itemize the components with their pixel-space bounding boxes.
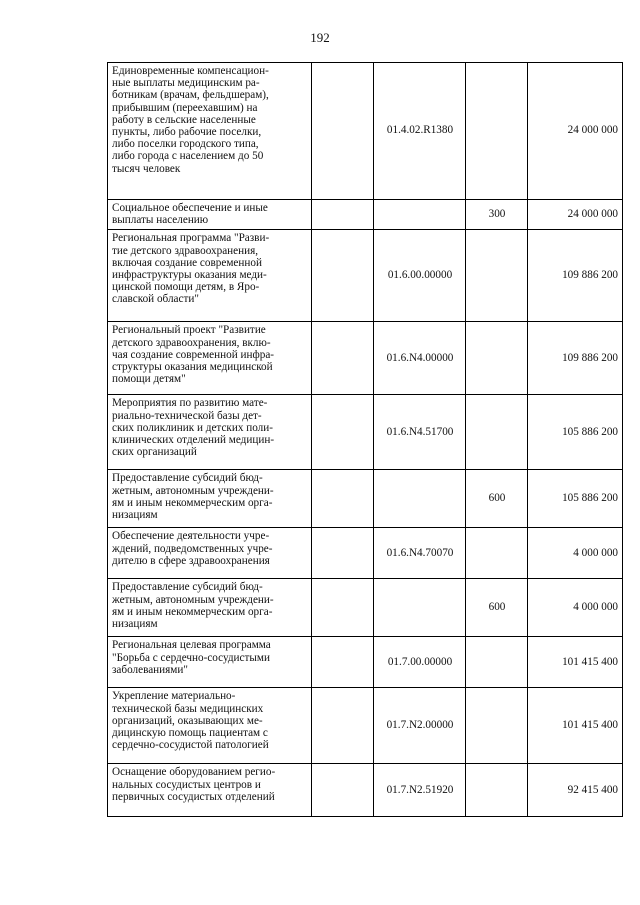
table-row [108,579,623,637]
expense-type-cell [466,528,528,579]
budget-code-cell: 01.6.N4.00000 [374,322,466,395]
amount-cell: 92 415 400 [528,764,623,817]
row-name-line: цинской помощи детям, в Яро- [112,281,260,294]
table-row [108,230,623,322]
row-name-line: инфраструктуры оказания меди- [112,269,267,282]
table-row [108,200,623,230]
amount-cell: 4 000 000 [528,528,623,579]
section-cell [312,470,374,528]
table-row [108,688,623,764]
budget-code-cell: 01.4.02.R1380 [374,63,466,200]
budget-table-body [108,63,623,817]
budget-code-cell: 01.6.N4.51700 [374,395,466,470]
expense-type-cell [466,764,528,817]
amount-cell: 24 000 000 [528,63,623,200]
row-name-cell [108,395,312,470]
row-name-line: выплаты населению [112,214,209,227]
expense-type-cell: 600 [466,470,528,528]
section-cell [312,395,374,470]
row-name-line: либо поселки городского типа, [112,138,259,151]
row-name-line: первичных сосудистых отделений [112,790,275,803]
row-name-line: включая создание современной [112,256,262,269]
row-name-line: либо города с населением до 50 [112,150,264,163]
section-cell [312,200,374,230]
table-row [108,63,623,200]
budget-code-cell: 01.7.N2.00000 [374,688,466,764]
expense-type-cell [466,63,528,200]
row-name-line: технической базы медицинских [112,702,264,715]
table-row [108,528,623,579]
amount-cell: 101 415 400 [528,688,623,764]
amount-cell: 101 415 400 [528,637,623,688]
row-name-cell [108,322,312,395]
row-name-line: чая создание современной инфра- [112,348,275,361]
row-name-line: дителю в сфере здравоохранения [112,554,270,567]
table-row [108,764,623,817]
row-name-line: Обеспечение деятельности учре- [112,530,270,543]
row-name-cell [108,579,312,637]
table-row [108,322,623,395]
expense-type-cell [466,688,528,764]
row-name-line: низациям [112,618,158,631]
row-name-cell [108,528,312,579]
row-name-line: ные выплаты медицинским ра- [112,77,260,90]
row-name-line: ям и иным некоммерческим орга- [112,496,273,509]
table-row [108,470,623,528]
amount-cell: 105 886 200 [528,470,623,528]
row-name-line: дицинскую помощь пациентам с [112,727,268,740]
row-name-cell [108,230,312,322]
row-name-line: работу в сельские населенные [112,113,256,126]
row-name-line: сердечно-сосудистой патологией [112,739,269,752]
row-name-cell [108,200,312,230]
amount-cell: 109 886 200 [528,230,623,322]
budget-code-cell: 01.6.N4.70070 [374,528,466,579]
row-name-line: тысяч человек [112,162,181,175]
row-name-line: детского здравоохранения, вклю- [112,336,271,349]
budget-code-cell: 01.7.N2.51920 [374,764,466,817]
section-cell [312,322,374,395]
row-name-line: Единовременные компенсацион- [112,65,269,77]
row-name-line: Укрепление материально- [112,690,236,703]
row-name-cell [108,470,312,528]
row-name-line: ских организаций [112,446,197,459]
budget-table [107,62,623,817]
row-name-line: ботникам (врачам, фельдшерам), [112,89,269,102]
row-name-line: Региональный проект "Развитие [112,324,266,337]
section-cell [312,764,374,817]
row-name-line: ждений, подведомственных учре- [112,542,273,555]
expense-type-cell: 300 [466,200,528,230]
table-row [108,395,623,470]
row-name-line: "Борьба с сердечно-сосудистыми [112,651,270,664]
row-name-line: заболеваниями" [112,663,188,676]
row-name-line: жетным, автономным учреждени- [112,593,274,606]
row-name-line: ских поликлиник и детских поли- [112,421,273,434]
row-name-cell [108,764,312,817]
row-name-cell [108,688,312,764]
row-name-line: Оснащение оборудованием регио- [112,766,276,779]
row-name-line: прибывшим (переехавшим) на [112,101,258,114]
row-name-line: организаций, оказывающих ме- [112,714,263,727]
expense-type-cell [466,637,528,688]
row-name-line: ям и иным некоммерческим орга- [112,605,273,618]
expense-type-cell [466,395,528,470]
row-name-cell [108,637,312,688]
amount-cell: 105 886 200 [528,395,623,470]
budget-code-cell [374,579,466,637]
budget-code-cell [374,470,466,528]
amount-cell: 4 000 000 [528,579,623,637]
row-name-line: Предоставление субсидий бюд- [112,581,263,594]
row-name-line: клинических отделений медицин- [112,434,275,447]
expense-type-cell: 600 [466,579,528,637]
row-name-line: Региональная целевая программа [112,639,271,652]
row-name-line: Мероприятия по развитию мате- [112,397,268,410]
amount-cell: 109 886 200 [528,322,623,395]
budget-code-cell [374,200,466,230]
expense-type-cell [466,322,528,395]
amount-cell: 24 000 000 [528,200,623,230]
section-cell [312,230,374,322]
row-name-line: Региональная программа "Разви- [112,232,270,245]
section-cell [312,528,374,579]
section-cell [312,637,374,688]
budget-code-cell: 01.7.00.00000 [374,637,466,688]
row-name-line: славской области" [112,293,199,306]
row-name-line: нальных сосудистых центров и [112,778,261,791]
budget-code-cell: 01.6.00.00000 [374,230,466,322]
row-name-line: низациям [112,509,158,522]
row-name-line: тие детского здравоохранения, [112,244,259,257]
row-name-line: Социальное обеспечение и иные [112,202,268,214]
row-name-line: Предоставление субсидий бюд- [112,472,263,485]
row-name-line: пункты, либо рабочие поселки, [112,126,262,139]
row-name-line: риально-технической базы дет- [112,409,262,422]
row-name-line: структуры оказания медицинской [112,361,273,374]
section-cell [312,688,374,764]
table-row [108,637,623,688]
section-cell [312,63,374,200]
row-name-line: помощи детям" [112,373,186,386]
expense-type-cell [466,230,528,322]
row-name-cell [108,63,312,200]
section-cell [312,579,374,637]
page-number: 192 [310,30,330,45]
row-name-line: жетным, автономным учреждени- [112,484,274,497]
